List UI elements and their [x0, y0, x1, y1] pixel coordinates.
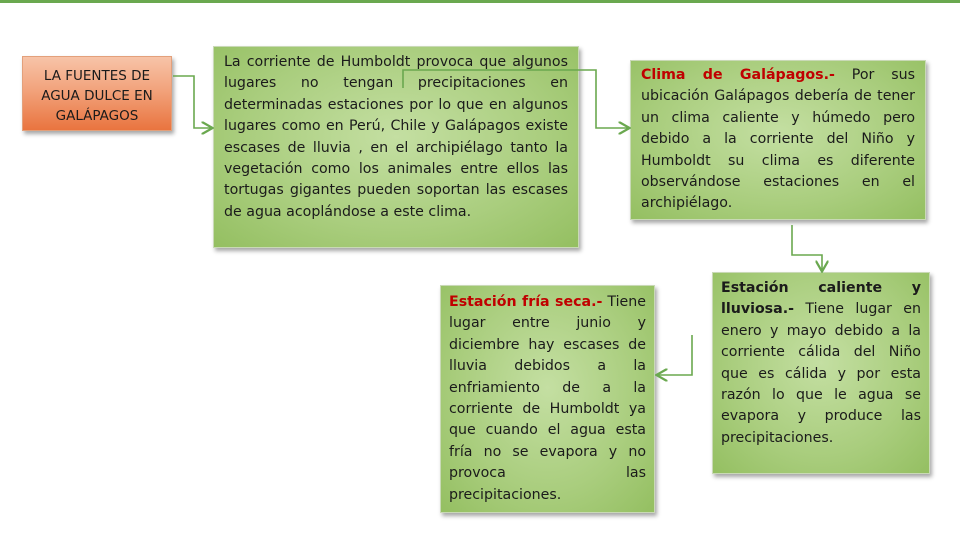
arrow-clima-to-caliente	[792, 225, 822, 270]
arrow-humboldt-to-clima	[403, 70, 628, 128]
arrow-caliente-to-fria	[658, 335, 692, 375]
arrow-title-to-humboldt	[173, 76, 211, 128]
humboldt-text: La corriente de Humboldt provoca que algunos lugares no tengan precipitaciones en determinadas estaciones por lo que en algunos lugares como en Perú, Chile y Galápagos existe escases de lluvia , en el archipiélago tanto la vegetación como los animales entre ellos las tortugas gigantes pueden soportan las escases de agua acoplándose a este clima.	[224, 54, 568, 220]
fria-text: Tiene lugar entre junio y diciembre hay escases de lluvia debidos a la enfriamiento de a la corriente de Humboldt ya que cuando el agua esta fría no se evapora y no provoca las precipitaciones.	[449, 294, 646, 503]
caliente-text: Tiene lugar en enero y mayo debido a la corriente cálida del Niño que es cálida y por esta razón lo que le agua se evapora y produce las precipitaciones.	[721, 301, 921, 446]
title-text: LA FUENTES DE AGUA DULCE EN GALÁPAGOS	[41, 68, 153, 124]
clima-text: Por sus ubicación Galápagos debería de tener un clima caliente y húmedo pero debido a la corriente del Niño y Humboldt su clima es diferente observándose estaciones en el archipiélago.	[641, 67, 915, 212]
clima-heading: Clima de Galápagos.-	[641, 67, 835, 83]
caliente-heading: Estación caliente y lluviosa.-	[721, 280, 921, 318]
fria-heading: Estación fría seca.-	[449, 294, 603, 310]
